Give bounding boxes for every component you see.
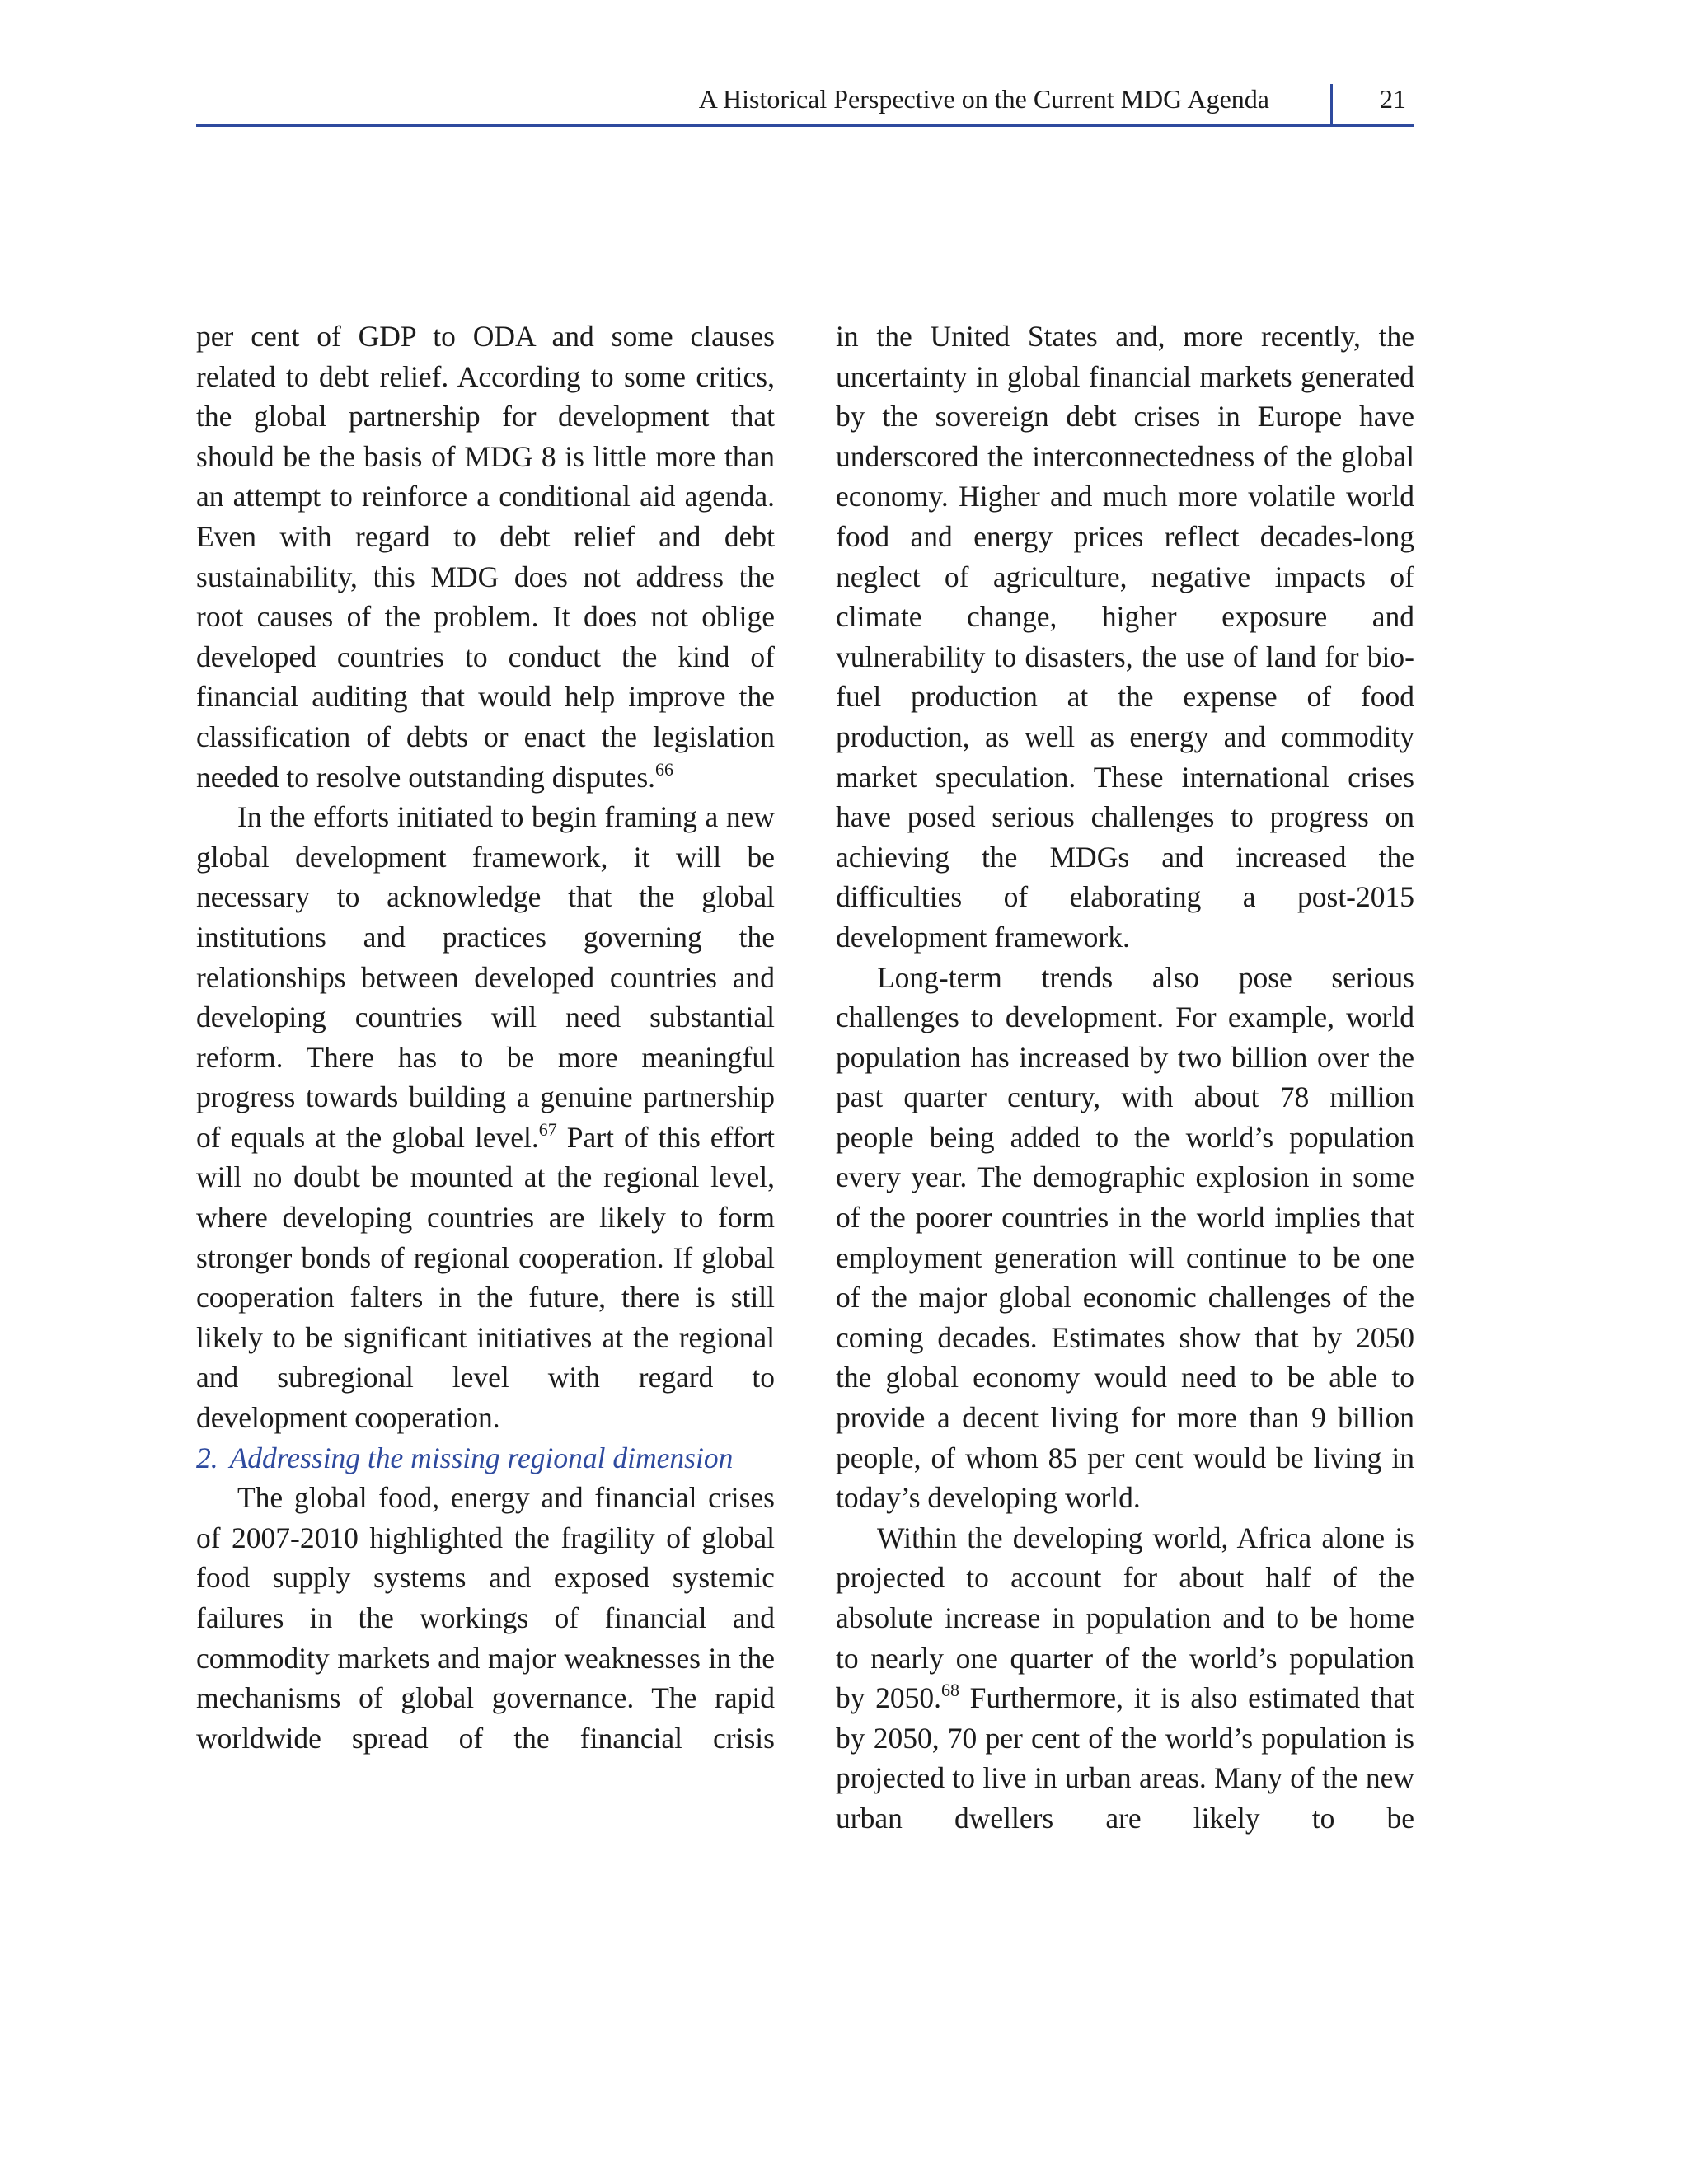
section-heading [196,1438,775,1479]
footnote-ref: 66 [655,758,674,780]
paragraph-text: per cent of GDP to ODA and some clauses related to debt relief. According to some critics, the global partnership for development that should be the basis of MDG 8 is little more than an attempt to reinforce a conditional aid agenda. Even with regard to debt relief and debt sustainability, this MDG does not address the root causes of the problem. It does not oblige developed countries to conduct the kind of financial auditing that would help improve the classification of debts or enact the legislation needed to resolve outstanding disputes. [196,320,775,794]
paragraph-text: Within the developing world, Africa alone is projected to account for about half of the absolute increase in population and to be home to nearly one quarter of the world’s population by 2050. [836,1521,1414,1715]
paragraph [196,316,775,797]
paragraph-text: In the efforts initiated to begin framing a new global development framework, it will be necessary to acknowledge that the global institutions and practices governing the relationships between developed countries and developing countries will need substantial reform. There has to be more meaningful progress towards building a genuine partnership of equals at the global level. [196,800,775,1154]
paragraph-text: Part of this effort will no doubt be mounted at the regional level, where developing countries are likely to form stronger bonds of regional cooperation. If global cooperation falters in the future, there is still likely to be significant initiatives at the regional and subregional level with regard to development cooperation. [196,1120,775,1435]
paragraph [836,1518,1414,1839]
header-rule [196,124,1414,127]
paragraph: Long-term trends also pose serious challenges to development. For example, world population has increased by two billion over the past quarter century, with about 78 million people being added to the world’s population every year. The demographic explosion in some of the poorer countries in the world implies that employment generation will continue to be one of the major global economic challenges of the coming decades. Estimates show that by 2050 the global economy would need to be able to provide a decent living for more than 9 billion people, of whom 85 per cent would be living in today’s developing world. [836,960,1414,1515]
running-header [196,73,1414,127]
section-number: 2. [196,1441,218,1474]
footnote-ref: 68 [941,1680,960,1701]
paragraph: The global food, energy and financial crises of 2007-2010 highlighted the fragility of global food supply systems and exposed systemic failures in the workings of financial and commodity markets and major weaknesses in the mechanisms of global governance. The rapid worldwide spread of the financial crisis [196,1481,775,1755]
paragraph-text: Furthermore, it is also estimated that by 2050, 70 per cent of the world’s population is projected to live in urban areas. Many of the new urban dwellers are likely to be [836,1681,1415,1835]
right-column [836,316,1414,1839]
page-number: 21 [1380,84,1406,114]
paragraph: in the United States and, more recently, the uncertainty in global financial markets generated by the sovereign debt crises in Europe have underscored the interconnectedness of the global economy. Higher and much more volatile world food and energy prices reflect decades-long neglect of agriculture, negative impacts of climate change, higher exposure and vulnerability to disasters, the use of land for bio-fuel production at the expense of food production, as well as energy and commodity market speculation. These international crises have posed serious challenges to progress on achieving the MDGs and increased the difficulties of elaborating a post-2015 development framework. [836,320,1414,954]
header-divider [1330,84,1333,127]
running-header-title: A Historical Perspective on the Current MDG Agenda [698,84,1269,114]
section-title: Addressing the missing regional dimension [229,1441,734,1474]
paragraph [196,797,775,1438]
footnote-ref: 67 [538,1118,557,1140]
left-column [196,316,775,1758]
